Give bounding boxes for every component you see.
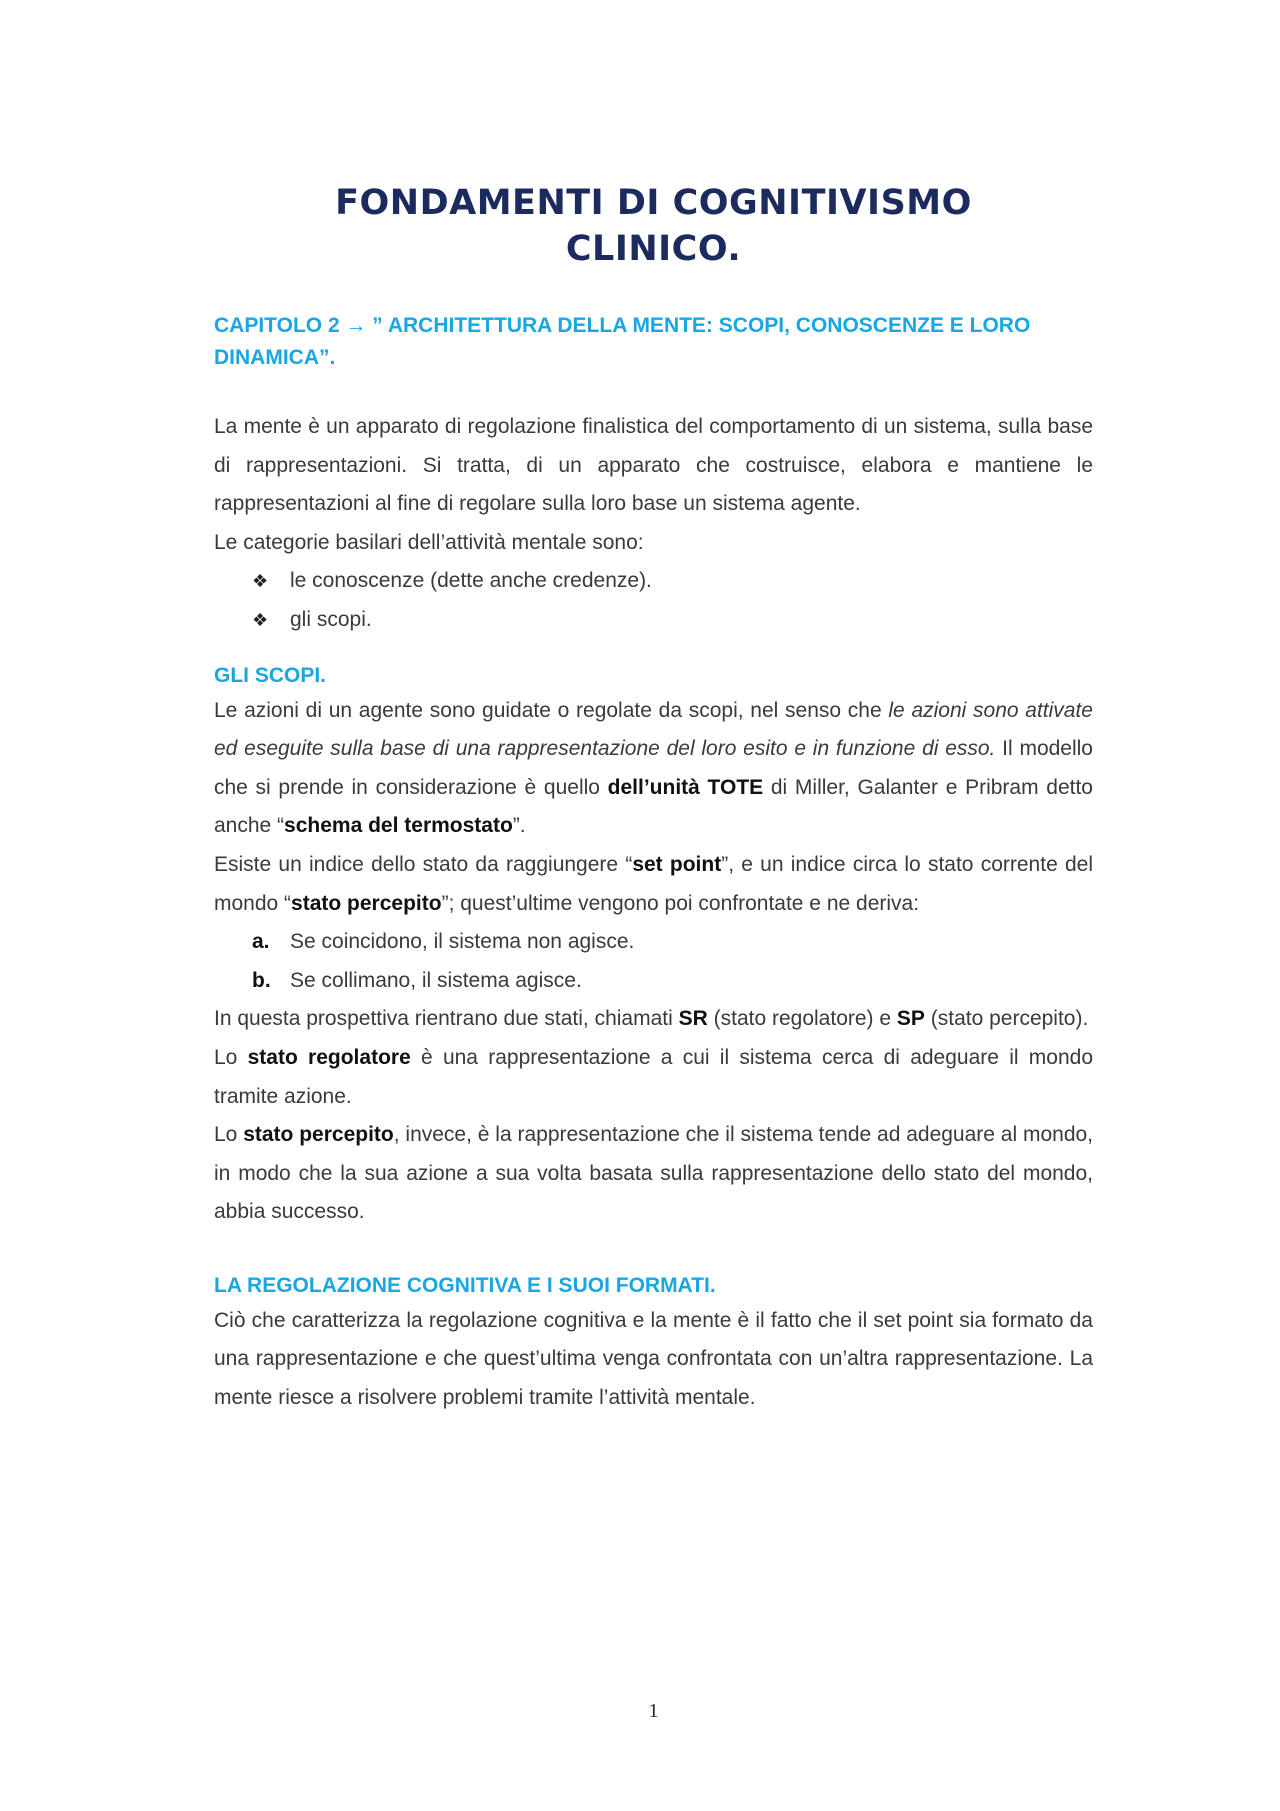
intro-paragraph: La mente è un apparato di regolazione finalistica del comportamento di un sistema, sulla base di rappresentazioni. Si tratta, di un apparato che costruisce, elabora e mantiene le rappresentazioni al fine di regolare sulla loro base un sistema agente.: [214, 415, 1093, 516]
categories-list: [214, 562, 1093, 639]
diamond-bullet-icon: ❖: [252, 571, 269, 592]
text-run: è una rappresentazione a cui il sistema cerca di adeguare il mondo tramite azione.: [214, 1045, 1093, 1108]
bold-term-stato-percepito: stato percepito: [243, 1123, 394, 1147]
spacer: [214, 640, 1093, 660]
bold-term-sr: SR: [678, 1007, 708, 1031]
text-run: Lo: [214, 1123, 244, 1147]
document-content: [214, 310, 1093, 1418]
text-run: ”; quest’ultime vengono poi confrontate e ne deriva:: [441, 891, 920, 915]
text-run: Esiste un indice dello stato da raggiungere “: [214, 852, 633, 876]
text-run: In questa prospettiva rientrano due stati, chiamati: [214, 1007, 679, 1031]
page-number: 1: [648, 1700, 659, 1722]
categories-intro: Le categorie basilari dell’attività mentale sono:: [214, 530, 644, 554]
list-marker: b.: [252, 968, 271, 992]
scopi-paragraph-1: [214, 692, 1093, 846]
bold-term-tote: dell’unità TOTE: [607, 775, 764, 799]
italic-text: le azioni sono attivate ed eseguite sulla base di una rappresentazione del loro esito e in funzione di esso.: [214, 698, 1093, 761]
text-run: , invece, è la rappresentazione che il sistema tende ad adeguare al mondo, in modo che la sua azione a sua volta basata sulla rappresentazione dello stato del mondo, abbia successo.: [214, 1123, 1094, 1224]
scopi-paragraph-3: [214, 1000, 1093, 1039]
title-line-2: CLINICO.: [565, 229, 742, 269]
regolazione-paragraph: Ciò che caratterizza la regolazione cognitiva e la mente è il fatto che il set point sia formato da una rappresentazione e che quest’ultima venga confrontata con un’altra rappresentazione. La mente riesce a risolvere problemi tramite l’attività mentale.: [214, 1308, 1093, 1410]
document-page: [214, 0, 1093, 1811]
list-item: [252, 601, 1093, 640]
list-item-text: le conoscenze (dette anche credenze).: [290, 569, 652, 593]
list-item: [252, 562, 1093, 601]
section-heading-scopi: GLI SCOPI.: [214, 663, 327, 687]
diamond-bullet-icon: ❖: [252, 609, 269, 630]
chapter-heading: CAPITOLO 2 → ” ARCHITETTURA DELLA MENTE: SCOPI, CONOSCENZE E LORO DINAMICA”.: [214, 314, 1031, 369]
text-run: (stato regolatore) e: [707, 1007, 897, 1031]
section-heading-regolazione: LA REGOLAZIONE COGNITIVA E I SUOI FORMATI.: [214, 1273, 716, 1297]
spacer: [214, 1232, 1093, 1270]
text-run: di Miller, Galanter e Pribram detto anche “: [214, 775, 1093, 838]
list-item-text: gli scopi.: [290, 607, 372, 631]
list-item: [252, 962, 1093, 1001]
title-line-1: FONDAMENTI DI COGNITIVISMO: [335, 183, 972, 223]
document-title: [214, 180, 1093, 272]
bold-term-sp: SP: [896, 1007, 925, 1031]
text-run: Il modello che si prende in considerazione è quello: [214, 737, 1093, 799]
text-run: Lo: [214, 1045, 248, 1069]
text-run: ”, e un indice circa lo stato corrente del mondo “: [214, 852, 1093, 915]
list-item: [252, 923, 1093, 962]
bold-term-termostato: schema del termostato: [284, 814, 513, 838]
list-item-text: Se coincidono, il sistema non agisce.: [290, 930, 635, 954]
outcome-list: [214, 923, 1093, 1000]
scopi-paragraph-2: [214, 846, 1093, 923]
bold-term-set-point: set point: [632, 852, 722, 876]
scopi-paragraph-4: [214, 1039, 1093, 1116]
text-run: Le azioni di un agente sono guidate o regolate da scopi, nel senso che: [214, 698, 889, 722]
text-run: (stato percepito).: [924, 1007, 1089, 1031]
list-item-text: Se collimano, il sistema agisce.: [290, 968, 582, 992]
bold-term-stato-regolatore: stato regolatore: [247, 1045, 411, 1069]
scopi-paragraph-5: [214, 1116, 1093, 1232]
bold-term-stato-percepito: stato percepito: [291, 891, 442, 915]
text-run: ”.: [512, 814, 526, 838]
list-marker: a.: [252, 930, 270, 954]
